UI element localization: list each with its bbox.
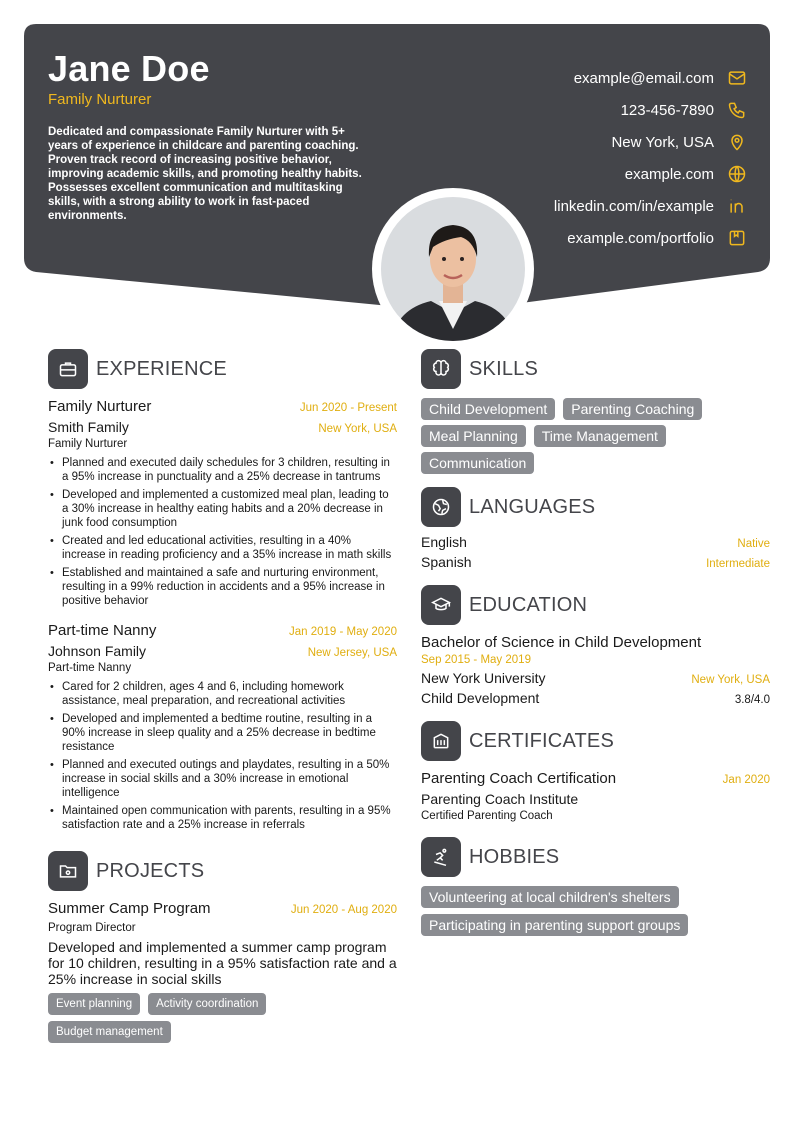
institution-icon: [421, 721, 461, 761]
skills-list: [421, 398, 770, 474]
project-item: [48, 900, 397, 1043]
projects-header: [48, 850, 397, 892]
language-name: Spanish: [421, 554, 472, 570]
avatar: [381, 197, 525, 341]
experience-header: [48, 348, 397, 390]
job-position: Family Nurturer: [48, 398, 152, 415]
globe-icon: [726, 163, 748, 185]
bullet-item: • Planned and executed daily schedules for 3 children, resulting in a 95% increase in punctuality and a 25% decrease in tantrums: [48, 456, 397, 484]
job-subtitle: Family Nurturer: [48, 438, 128, 450]
job-location: New York, USA: [318, 423, 397, 435]
mail-icon: [726, 67, 748, 89]
education-field: Child Development: [421, 690, 540, 706]
project-role: Program Director: [48, 922, 136, 934]
project-description: Developed and implemented a summer camp program for 10 children, resulting in a 95% satisfaction rate and a 25% increase in social skills: [48, 939, 397, 987]
skills-header: [421, 348, 770, 390]
education-header: [421, 584, 770, 626]
experience-item: [48, 398, 397, 608]
project-tag: Budget management: [48, 1021, 171, 1043]
job-subtitle: Part-time Nanny: [48, 662, 132, 674]
job-date: Jan 2019 - May 2020: [288, 626, 397, 638]
job-location: New Jersey, USA: [307, 647, 397, 659]
contact-location: [410, 126, 770, 158]
job-bullets: [48, 456, 397, 608]
contact-website[interactable]: [410, 158, 770, 190]
hobbies-header: [421, 836, 770, 878]
contact-website-text[interactable]: example.com: [624, 165, 714, 183]
project-tag: Activity coordination: [148, 993, 266, 1015]
certificate-item: [421, 770, 770, 822]
certificates-title: CERTIFICATES: [469, 729, 615, 752]
education-degree: Bachelor of Science in Child Development: [421, 634, 702, 651]
candidate-role: Family Nurturer: [48, 91, 152, 108]
linkedin-icon: [726, 195, 748, 217]
bullet-item: • Cared for 2 children, ages 4 and 6, including homework assistance, meal preparation, and recreational activities: [48, 680, 397, 708]
job-date: Jun 2020 - Present: [299, 402, 397, 414]
languages-header: [421, 486, 770, 528]
hobby-chip: Participating in parenting support groups: [421, 914, 688, 936]
project-tag: Event planning: [48, 993, 140, 1015]
bullet-item: • Developed and implemented a bedtime routine, resulting in a 90% increase in sleep quality and a 25% decrease in bedtime resistance: [48, 712, 397, 754]
skill-chip: Communication: [421, 452, 534, 474]
experience-title: EXPERIENCE: [96, 357, 227, 380]
language-icon: [421, 487, 461, 527]
graduation-cap-icon: [421, 585, 461, 625]
bullet-item: • Planned and executed outings and playdates, resulting in a 50% increase in social skills and a 30% increase in emotional intelligence: [48, 758, 397, 800]
hobbies-list: [421, 886, 770, 936]
candidate-name: Jane Doe: [48, 48, 210, 89]
contact-email-text[interactable]: example@email.com: [573, 69, 714, 87]
job-bullets: [48, 680, 397, 832]
project-name: Summer Camp Program: [48, 900, 211, 917]
briefcase-icon: [48, 349, 88, 389]
education-date: Sep 2015 - May 2019: [421, 654, 531, 666]
language-row: [421, 554, 770, 574]
contact-phone[interactable]: [410, 94, 770, 126]
portfolio-icon: [726, 227, 748, 249]
language-row: [421, 534, 770, 554]
phone-icon: [726, 99, 748, 121]
education-gpa: 3.8/4.0: [734, 694, 770, 706]
languages-title: LANGUAGES: [469, 495, 596, 518]
skill-chip: Time Management: [534, 425, 666, 447]
hobby-chip: Volunteering at local children's shelters: [421, 886, 679, 908]
certificate-issuer: Parenting Coach Institute: [421, 791, 579, 807]
certificate-name: Parenting Coach Certification: [421, 770, 617, 787]
skill-chip: Parenting Coaching: [563, 398, 702, 420]
experience-item: [48, 622, 397, 832]
contact-email[interactable]: [410, 62, 770, 94]
contact-location-text: New York, USA: [611, 133, 714, 151]
certificate-date: Jan 2020: [722, 774, 770, 786]
folder-icon: [48, 851, 88, 891]
certificates-header: [421, 720, 770, 762]
education-item: [421, 634, 770, 706]
contact-phone-text[interactable]: 123-456-7890: [620, 101, 714, 119]
contact-portfolio-text[interactable]: example.com/portfolio: [567, 229, 714, 247]
bullet-item: • Established and maintained a safe and nurturing environment, resulting in a 99% reduction in accidents and a 95% increase in positive behavior: [48, 566, 397, 608]
job-position: Part-time Nanny: [48, 622, 157, 639]
bullet-item: • Developed and implemented a customized meal plan, leading to a 30% increase in healthy eating habits and a 20% decrease in junk food consumption: [48, 488, 397, 530]
job-company: Johnson Family: [48, 643, 147, 659]
skill-chip: Child Development: [421, 398, 555, 420]
certificate-subtitle: Certified Parenting Coach: [421, 810, 553, 822]
hobbies-title: HOBBIES: [469, 845, 560, 868]
education-location: New York, USA: [691, 674, 770, 686]
projects-title: PROJECTS: [96, 859, 205, 882]
right-column: [421, 348, 770, 936]
summary-text: Dedicated and compassionate Family Nurturer with 5+ years of experience in childcare and parenting coaching. Proven track record of increasing positive behavior, improving academic skills, and promoting healthy habits. Possesses excellent communication and multitasking skills, with a strong ability to work in fast-paced environments.: [48, 126, 362, 222]
location-pin-icon: [726, 131, 748, 153]
job-company: Smith Family: [48, 419, 129, 435]
brain-icon: [421, 349, 461, 389]
project-date: Jun 2020 - Aug 2020: [290, 904, 397, 916]
language-level: Intermediate: [706, 558, 770, 570]
left-column: [48, 348, 397, 1043]
bullet-item: • Maintained open communication with parents, resulting in a 95% satisfaction rate and a 25% increase in referrals: [48, 804, 397, 832]
skills-title: SKILLS: [469, 357, 539, 380]
skier-icon: [421, 837, 461, 877]
bullet-item: • Created and led educational activities, resulting in a 40% increase in reading proficiency and a 35% increase in math skills: [48, 534, 397, 562]
contact-linkedin-text[interactable]: linkedin.com/in/example: [553, 197, 714, 215]
skill-chip: Meal Planning: [421, 425, 526, 447]
language-level: Native: [737, 538, 770, 550]
language-name: English: [421, 534, 467, 550]
education-title: EDUCATION: [469, 593, 588, 616]
project-tags: [48, 993, 397, 1043]
languages-list: [421, 534, 770, 574]
education-school: New York University: [421, 670, 546, 686]
